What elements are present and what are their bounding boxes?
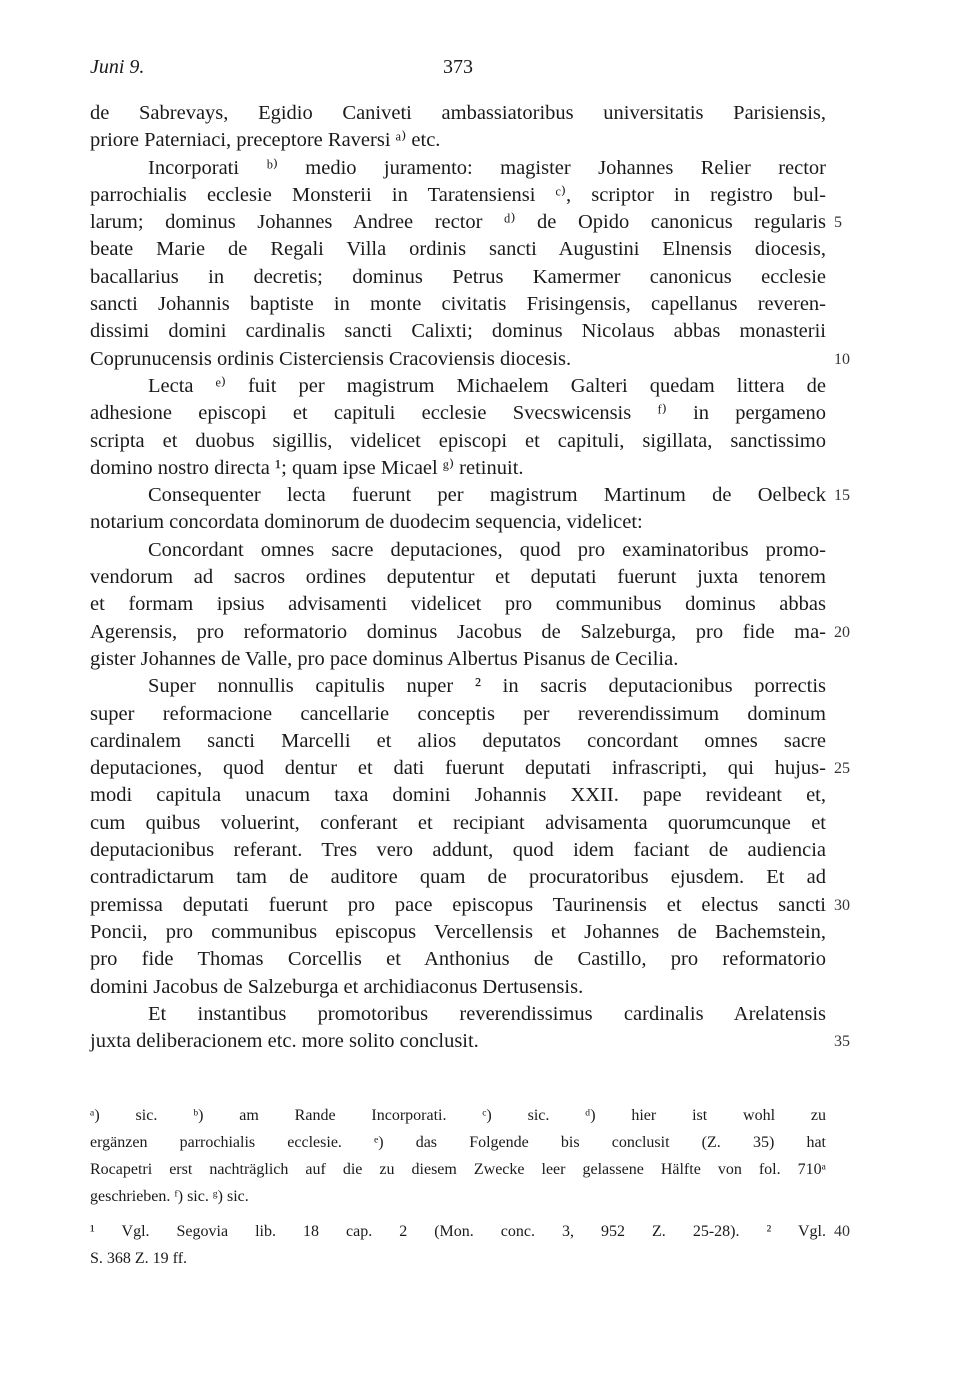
reference-line-text: ¹ Vgl. Segovia lib. 18 cap. 2 (Mon. conc. 3, 952 Z. 25-28). ² Vgl. [90, 1223, 826, 1240]
text-line-text: premissa deputati fuerunt pro pace episcopus Taurinensis et electus sancti [90, 893, 826, 916]
text-line [90, 509, 826, 536]
page-header [90, 56, 826, 80]
footnote-line-text: ᵃ) sic. ᵇ) am Rande Incorporati. ᶜ) sic. ᵈ) hier ist wohl zu [90, 1107, 826, 1124]
text-line [90, 155, 826, 182]
source-references [90, 1218, 850, 1272]
text-line [90, 127, 826, 154]
line-number: 40 [834, 1223, 850, 1240]
reference-line-text: S. 368 Z. 19 ff. [90, 1250, 188, 1267]
reference-line [90, 1245, 826, 1272]
text-line [90, 919, 826, 946]
text-line-text: Lecta ᵉ⁾ fuit per magistrum Michaelem Galteri quedam littera de [148, 374, 826, 397]
text-line [90, 892, 850, 919]
line-number: 35 [834, 1033, 850, 1051]
critical-apparatus [90, 1102, 826, 1210]
text-line [90, 346, 850, 373]
text-line-text: adhesione episcopi et capituli ecclesie Svecswicensis ᶠ⁾ in pergameno [90, 402, 826, 425]
text-line-text: de Sabrevays, Egidio Caniveti ambassiatoribus universitatis Parisiensis, [90, 102, 826, 124]
text-line [90, 428, 826, 455]
text-line-text: et formam ipsius advisamenti videlicet pro communibus dominus abbas [90, 593, 826, 616]
text-line [90, 373, 826, 400]
text-line [90, 318, 826, 345]
reference-line [90, 1218, 850, 1245]
line-number: 20 [834, 623, 850, 641]
footnote-line [90, 1183, 826, 1210]
text-line-text: super reformacione cancellarie conceptis per reverendissimum dominum [90, 702, 826, 725]
text-line [90, 209, 842, 236]
text-line-text: cum quibus voluerint, conferant et recipiant advisamenta quorumcunque et [90, 811, 826, 834]
text-line [90, 482, 850, 509]
text-line-text: Super nonnullis capitulis nuper ² in sacris deputacionibus porrectis [148, 675, 826, 698]
text-line-text: Agerensis, pro reformatorio dominus Jacobus de Salzeburga, pro fide ma- [90, 620, 826, 643]
text-line-text: Incorporati ᵇ⁾ medio juramento: magister Johannes Relier rector [148, 156, 826, 179]
line-number: 15 [834, 487, 850, 505]
text-line [90, 701, 826, 728]
line-number: 10 [834, 350, 850, 368]
text-line-text: cardinalem sancti Marcelli et alios deputatos concordant omnes sacre [90, 729, 826, 752]
header-date: Juni 9. [90, 56, 145, 78]
line-number: 25 [834, 760, 850, 778]
text-line-text: deputacionibus referant. Tres vero addunt, quod idem faciant de audiencia [90, 839, 826, 862]
footnote-line [90, 1156, 826, 1183]
text-line [90, 728, 826, 755]
text-line-text: deputaciones, quod dentur et dati fuerunt deputati infrascripti, qui hujus- [90, 757, 826, 780]
text-line-text: Consequenter lecta fuerunt per magistrum Martinum de Oelbeck [148, 484, 826, 507]
text-line-text: domino nostro directa ¹; quam ipse Micael ᵍ⁾ retinuit. [90, 456, 524, 479]
text-line-text: priore Paterniaci, preceptore Raversi ᵃ⁾ etc. [90, 129, 441, 152]
text-line [90, 837, 826, 864]
text-line [90, 455, 826, 482]
text-line-text: modi capitula unacum taxa domini Johannis XXII. pape revideant et, [90, 784, 826, 807]
text-line [90, 291, 826, 318]
footnote-line-text: ergänzen parrochialis ecclesie. ᵉ) das Folgende bis conclusit (Z. 35) hat [90, 1134, 826, 1151]
text-line-text: Poncii, pro communibus episcopus Vercellensis et Johannes de Bachemstein, [90, 920, 826, 943]
text-line [90, 755, 850, 782]
text-line-text: Coprunucensis ordinis Cisterciensis Cracoviensis diocesis. [90, 347, 572, 370]
text-line-text: gister Johannes de Valle, pro pace dominus Albertus Pisanus de Cecilia. [90, 647, 679, 670]
text-line [90, 782, 826, 809]
text-line [90, 646, 826, 673]
footnote-line [90, 1129, 826, 1156]
main-text [90, 100, 850, 1055]
text-line [90, 864, 826, 891]
text-line [90, 564, 826, 591]
text-line-text: notarium concordata dominorum de duodecim sequencia, videlicet: [90, 511, 643, 534]
text-line [90, 974, 826, 1001]
line-number: 5 [834, 214, 842, 232]
text-line [90, 236, 826, 263]
text-line-text: dissimi domini cardinalis sancti Calixti; dominus Nicolaus abbas monasterii [90, 320, 826, 343]
text-line-text: vendorum ad sacros ordines deputentur et deputati fuerunt juxta tenorem [90, 566, 826, 589]
text-line [90, 264, 826, 291]
text-line [90, 1028, 850, 1055]
text-line [90, 946, 826, 973]
text-line [90, 673, 826, 700]
text-line [90, 591, 826, 618]
text-line-text: juxta deliberacionem etc. more solito conclusit. [90, 1030, 479, 1053]
footnote-line-text: Rocapetri erst nachträglich auf die zu diesem Zwecke leer gelassene Hälfte von fol. 710ᵃ [90, 1161, 826, 1178]
text-line-text: sancti Johannis baptiste in monte civitatis Frisingensis, capellanus reveren- [90, 293, 826, 316]
line-number: 30 [834, 896, 850, 914]
text-line [90, 1001, 826, 1028]
text-line [90, 537, 826, 564]
text-line-text: pro fide Thomas Corcellis et Anthonius de Castillo, pro reformatorio [90, 948, 826, 971]
page-number: 373 [443, 56, 473, 78]
text-line [90, 100, 826, 127]
text-line-text: larum; dominus Johannes Andree rector ᵈ⁾ de Opido canonicus regularis [90, 211, 826, 234]
text-line [90, 400, 826, 427]
text-line [90, 619, 850, 646]
text-line-text: domini Jacobus de Salzeburga et archidiaconus Dertusensis. [90, 975, 584, 998]
text-line [90, 182, 826, 209]
text-line-text: scripta et duobus sigillis, videlicet episcopi et capituli, sigillata, sanctissimo [90, 429, 826, 452]
text-line [90, 810, 826, 837]
footnote-line-text: geschrieben. ᶠ) sic. ᵍ) sic. [90, 1188, 249, 1205]
footnote-line [90, 1102, 826, 1129]
text-line-text: parrochialis ecclesie Monsterii in Taratensiensi ᶜ⁾, scriptor in registro bul- [90, 183, 826, 206]
text-line-text: contradictarum tam de auditore quam de procuratoribus ejusdem. Et ad [90, 866, 826, 889]
text-line-text: bacallarius in decretis; dominus Petrus Kamermer canonicus ecclesie [90, 265, 826, 288]
text-line-text: beate Marie de Regali Villa ordinis sancti Augustini Elnensis diocesis, [90, 238, 826, 261]
text-line-text: Et instantibus promotoribus reverendissimus cardinalis Arelatensis [148, 1002, 826, 1025]
text-line-text: Concordant omnes sacre deputaciones, quod pro examinatoribus promo- [148, 538, 826, 561]
